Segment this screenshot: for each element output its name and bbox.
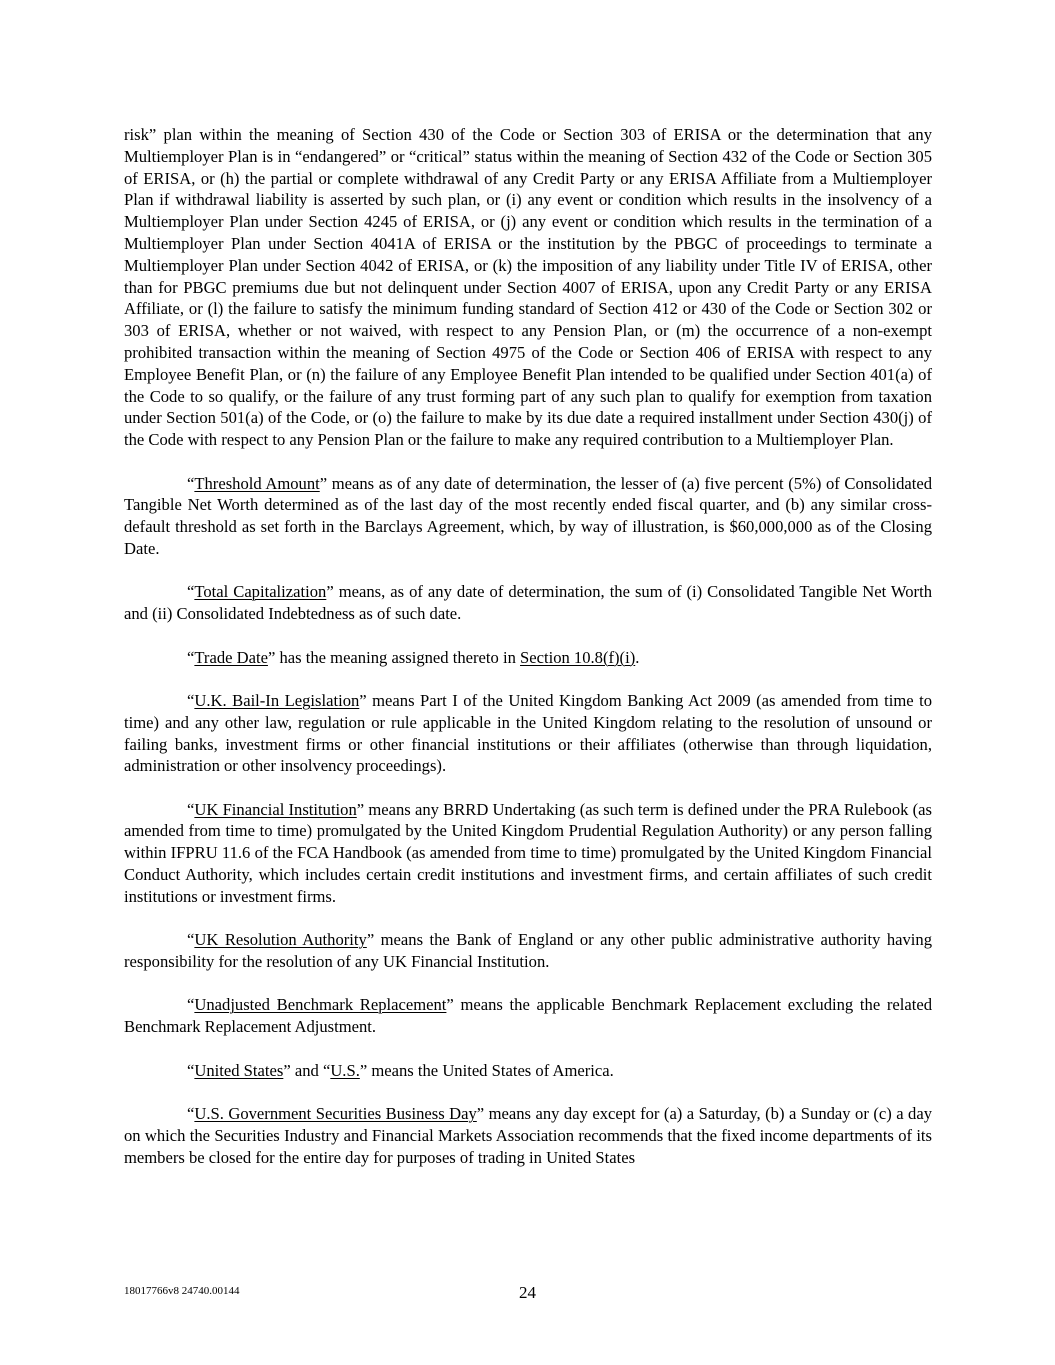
open-quote: “ (187, 995, 195, 1015)
definition-text: ” means Part I of the United Kingdom Banking Act 2009 (as amended from time to time) and any other law, regulation or rule applicable in the United Kingdom relating to the resolution of unsound or failing banks, investment firms or other financial institutions or their affiliates (otherwise than through liquidation, administration or other insolvency proceedings). (124, 690, 933, 776)
definition-text: ” means as of any date of determination, the lesser of (a) five percent (5%) of Consolidated Tangible Net Worth determined as of the last day of the most recently ended fiscal quarter, and (b) any similar cross-default threshold as set forth in the Barclays Agreement, which, by way of illustration, is $60,000,000 as of the Closing Date. (124, 473, 932, 558)
definition-united-states (124, 1060, 932, 1082)
definition-us-government-securities-business-day (124, 1103, 932, 1168)
defined-term: UK Resolution Authority (194, 930, 367, 950)
paragraph-erisa-event-continued: risk” plan within the meaning of Section 430 of the Code or Section 303 of ERISA or the determination that any Multiemployer Plan is in “endangered” or “critical” status within the meaning of Section 432 of the Code or Section 305 of ERISA, or (h) the partial or complete withdrawal of any Credit Party or any ERISA Affiliate from a Multiemployer Plan if withdrawal liability is asserted by such plan, or (i) any event or condition which results in the insolvency of a Multiemployer Plan under Section 4245 of ERISA, or (j) any event or condition which results in the termination of a Multiemployer Plan under Section 4041A of ERISA or the institution by the PBGC of proceedings to terminate a Multiemployer Plan under Section 4042 of ERISA, or (k) the imposition of any liability under Title IV of ERISA, other than for PBGC premiums due but not delinquent under Section 4007 of ERISA, upon any Credit Party or any ERISA Affiliate, or (l) the failure to satisfy the minimum funding standard of Section 412 or 430 of the Code or Section 302 or 303 of ERISA, whether or not waived, with respect to any Pension Plan, or (m) the occurrence of a non-exempt prohibited transaction within the meaning of Section 4975 of the Code or Section 406 of ERISA with respect to any Employee Benefit Plan, or (n) the failure of any Employee Benefit Plan intended to be qualified under Section 401(a) of the Code to so qualify, or the failure of any trust forming part of any such plan to qualify for exemption from taxation under Section 501(a) of the Code, or (o) the failure to make by its due date a required installment under Section 430(j) of the Code with respect to any Pension Plan or the failure to make any required contribution to a Multiemployer Plan. (124, 125, 932, 450)
defined-term: U.K. Bail-In Legislation (194, 690, 360, 710)
definition-text: ” means the United States of America. (359, 1060, 614, 1080)
definition-text: ” means, as of any date of determination, the sum of (i) Consolidated Tangible Net Worth and (ii) Consolidated Indebtedness as of such date. (124, 582, 932, 624)
definition-text: ” and “ (283, 1060, 331, 1080)
definition-text: ” means any BRRD Undertaking (as such term is defined under the PRA Rulebook (as amended from time to time) promulgated by the United Kingdom Prudential Regulation Authority) or any person falling within IFPRU 11.6 of the FCA Handbook (as amended from time to time) promulgated by the United Kingdom Financial Conduct Authority, which includes certain credit institutions and investment firms, and certain affiliates of such credit institutions or investment firms. (124, 799, 932, 906)
document-id-footer: 18017766v8 24740.00144 (124, 1285, 240, 1297)
defined-term-alt: U.S. (330, 1060, 360, 1080)
open-quote: “ (187, 930, 195, 950)
definition-end: . (635, 647, 640, 667)
definition-trade-date (124, 647, 932, 669)
open-quote: “ (187, 1060, 195, 1080)
definition-uk-financial-institution (124, 799, 932, 908)
definition-unadjusted-benchmark-replacement (124, 994, 932, 1038)
open-quote: “ (187, 1104, 195, 1124)
defined-term: UK Financial Institution (194, 799, 357, 819)
open-quote: “ (187, 473, 195, 493)
definition-uk-bail-in-legislation (124, 690, 932, 777)
definition-text: ” has the meaning assigned thereto in (267, 647, 521, 667)
page-number: 24 (519, 1283, 536, 1302)
definition-text: ” means any day except for (a) a Saturday, (b) a Sunday or (c) a day on which the Securities Industry and Financial Markets Association recommends that the fixed income departments of its members be closed for the entire day for purposes of trading in United States (124, 1104, 933, 1167)
definition-text: ” means the Bank of England or any other public administrative authority having responsibility for the resolution of any UK Financial Institution. (124, 930, 932, 972)
definition-total-capitalization (124, 581, 932, 625)
document-body (124, 124, 932, 1168)
open-quote: “ (187, 690, 195, 710)
defined-term: U.S. Government Securities Business Day (194, 1104, 477, 1124)
open-quote: “ (187, 647, 195, 667)
defined-term: United States (194, 1060, 284, 1080)
defined-term: Total Capitalization (194, 582, 327, 602)
definition-threshold-amount (124, 473, 932, 560)
defined-term: Trade Date (194, 647, 268, 667)
open-quote: “ (187, 799, 195, 819)
definition-uk-resolution-authority (124, 929, 932, 973)
open-quote: “ (187, 582, 195, 602)
defined-term: Unadjusted Benchmark Replacement (194, 995, 447, 1015)
definition-text: ” means the applicable Benchmark Replacement excluding the related Benchmark Replacement Adjustment. (124, 995, 932, 1037)
section-reference: Section 10.8(f)(i) (520, 647, 636, 667)
defined-term: Threshold Amount (194, 473, 320, 493)
